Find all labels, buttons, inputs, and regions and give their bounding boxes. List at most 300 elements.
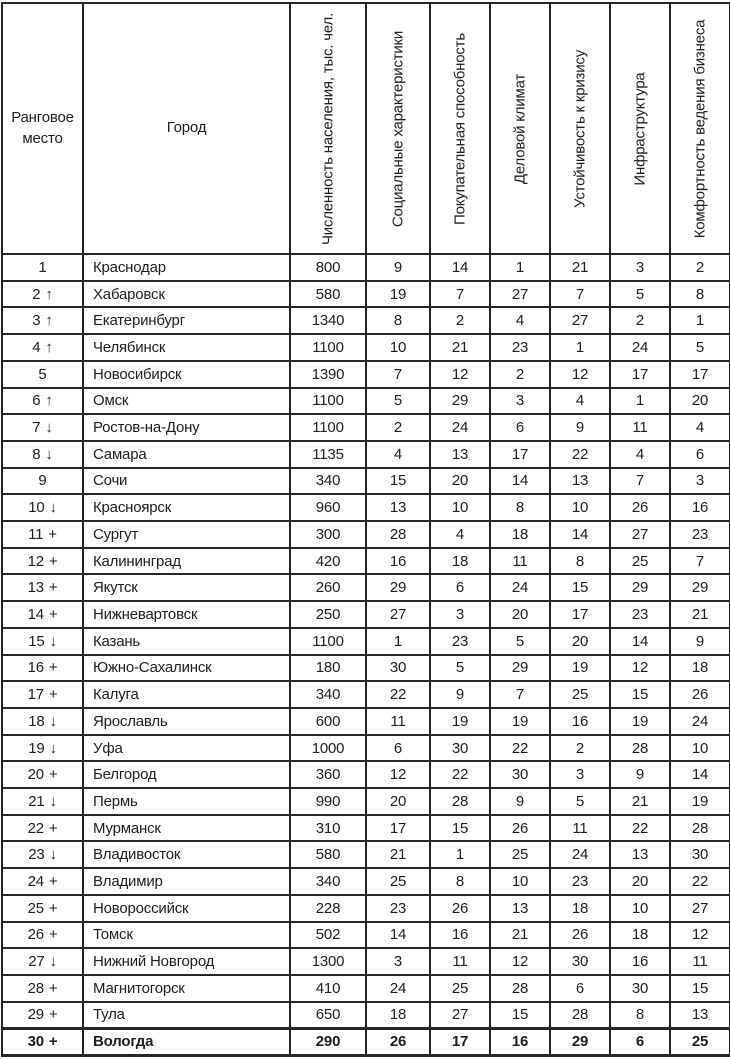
rank-value: 2 [32,285,41,303]
infrastructure-score-cell: 29 [610,574,670,601]
rank-cell [2,895,83,922]
city-cell: Пермь [83,788,290,815]
business-climate-score-cell: 13 [490,895,550,922]
purchasing-score-cell: 13 [430,441,490,468]
business-comfort-score-cell: 11 [670,948,730,975]
city-cell: Якутск [83,574,290,601]
rank-cell [2,868,83,895]
purchasing-score-cell: 28 [430,788,490,815]
crisis-resilience-score-cell: 9 [550,414,610,441]
infrastructure-score-cell: 13 [610,841,670,868]
business-comfort-score-cell: 10 [670,735,730,762]
table-row [2,521,730,548]
purchasing-score-cell: 14 [430,254,490,281]
infrastructure-score-cell: 21 [610,788,670,815]
rank-cell [2,307,83,334]
city-cell: Самара [83,441,290,468]
business-comfort-score-cell: 20 [670,388,730,415]
business-comfort-score-cell: 25 [670,1028,730,1055]
purchasing-score-cell: 6 [430,574,490,601]
purchasing-score-cell: 16 [430,922,490,949]
population-cell: 250 [290,601,366,628]
business-climate-score-cell: 12 [490,948,550,975]
business-climate-score-cell: 10 [490,868,550,895]
trend-marker: ↓ [49,712,57,730]
business-comfort-score-cell: 8 [670,281,730,308]
infrastructure-score-cell: 26 [610,494,670,521]
business-climate-score-cell: 14 [490,468,550,495]
purchasing-score-cell: 24 [430,414,490,441]
purchasing-score-cell: 9 [430,681,490,708]
city-cell: Екатеринбург [83,307,290,334]
trend-marker: ↓ [49,739,57,757]
population-cell: 360 [290,761,366,788]
rank-cell [2,468,83,495]
trend-marker: ↑ [45,285,53,303]
rank-value: 26 [27,926,44,944]
trend-marker: ↑ [45,392,53,410]
trend-marker: + [48,899,58,917]
city-cell: Новороссийск [83,895,290,922]
city-cell: Томск [83,922,290,949]
trend-marker: + [48,1033,58,1051]
business-comfort-score-cell: 28 [670,815,730,842]
infrastructure-score-cell: 30 [610,975,670,1002]
city-cell: Хабаровск [83,281,290,308]
business-climate-score-cell: 8 [490,494,550,521]
col-header-infrastructure-label: Инфраструктура [631,71,649,186]
business-climate-score-cell: 15 [490,1002,550,1029]
business-climate-score-cell: 11 [490,548,550,575]
table-row [2,922,730,949]
city-cell: Владивосток [83,841,290,868]
business-climate-score-cell: 28 [490,975,550,1002]
trend-marker: ↓ [45,445,53,463]
rank-value: 18 [28,712,45,730]
infrastructure-score-cell: 12 [610,655,670,682]
crisis-resilience-score-cell: 10 [550,494,610,521]
trend-marker: ↑ [45,312,53,330]
crisis-resilience-score-cell: 7 [550,281,610,308]
crisis-resilience-score-cell: 29 [550,1028,610,1055]
table-row [2,361,730,388]
population-cell: 228 [290,895,366,922]
table-row [2,761,730,788]
table-row [2,681,730,708]
col-header-social [366,3,430,254]
city-cell: Южно-Сахалинск [83,655,290,682]
crisis-resilience-score-cell: 26 [550,922,610,949]
city-cell: Магнитогорск [83,975,290,1002]
social-score-cell: 6 [366,735,430,762]
business-comfort-score-cell: 29 [670,574,730,601]
social-score-cell: 22 [366,681,430,708]
trend-marker: + [48,979,58,997]
population-cell: 990 [290,788,366,815]
rank-value: 8 [32,445,41,463]
business-comfort-score-cell: 16 [670,494,730,521]
trend-marker: + [48,552,58,570]
table-row [2,307,730,334]
rank-cell [2,788,83,815]
business-comfort-score-cell: 27 [670,895,730,922]
rank-value: 30 [27,1033,44,1051]
infrastructure-score-cell: 20 [610,868,670,895]
business-comfort-score-cell: 3 [670,468,730,495]
city-ranking-table [1,2,730,1057]
table-header [2,3,730,254]
city-cell: Сургут [83,521,290,548]
population-cell: 410 [290,975,366,1002]
purchasing-score-cell: 2 [430,307,490,334]
crisis-resilience-score-cell: 23 [550,868,610,895]
business-comfort-score-cell: 4 [670,414,730,441]
table-row [2,975,730,1002]
col-header-rank: Ранговое место [2,3,83,254]
business-climate-score-cell: 25 [490,841,550,868]
social-score-cell: 30 [366,655,430,682]
social-score-cell: 21 [366,841,430,868]
city-cell: Казань [83,628,290,655]
table-row [2,628,730,655]
social-score-cell: 18 [366,1002,430,1029]
crisis-resilience-score-cell: 27 [550,307,610,334]
trend-marker: ↑ [45,338,53,356]
population-cell: 420 [290,548,366,575]
business-comfort-score-cell: 24 [670,708,730,735]
table-row [2,494,730,521]
business-climate-score-cell: 9 [490,788,550,815]
rank-cell [2,761,83,788]
col-header-population [290,3,366,254]
business-climate-score-cell: 3 [490,388,550,415]
infrastructure-score-cell: 7 [610,468,670,495]
purchasing-score-cell: 15 [430,815,490,842]
table-row [2,1002,730,1029]
city-cell: Тула [83,1002,290,1029]
table-row [2,441,730,468]
crisis-resilience-score-cell: 18 [550,895,610,922]
rank-value: 1 [38,258,47,276]
population-cell: 1390 [290,361,366,388]
purchasing-score-cell: 4 [430,521,490,548]
rank-value: 22 [27,819,44,837]
rank-cell [2,361,83,388]
business-comfort-score-cell: 15 [670,975,730,1002]
infrastructure-score-cell: 10 [610,895,670,922]
business-climate-score-cell: 23 [490,334,550,361]
social-score-cell: 25 [366,868,430,895]
business-comfort-score-cell: 9 [670,628,730,655]
purchasing-score-cell: 7 [430,281,490,308]
infrastructure-score-cell: 28 [610,735,670,762]
purchasing-score-cell: 22 [430,761,490,788]
crisis-resilience-score-cell: 19 [550,655,610,682]
rank-value: 7 [32,419,41,437]
rank-cell [2,815,83,842]
social-score-cell: 11 [366,708,430,735]
rank-value: 4 [32,338,41,356]
infrastructure-score-cell: 18 [610,922,670,949]
crisis-resilience-score-cell: 11 [550,815,610,842]
business-comfort-score-cell: 19 [670,788,730,815]
rank-cell [2,601,83,628]
rank-cell [2,1002,83,1029]
social-score-cell: 9 [366,254,430,281]
city-cell: Мурманск [83,815,290,842]
social-score-cell: 4 [366,441,430,468]
business-comfort-score-cell: 23 [670,521,730,548]
business-comfort-score-cell: 1 [670,307,730,334]
business-climate-score-cell: 1 [490,254,550,281]
population-cell: 1340 [290,307,366,334]
social-score-cell: 27 [366,601,430,628]
city-cell: Челябинск [83,334,290,361]
rank-value: 10 [28,499,45,517]
city-cell: Уфа [83,735,290,762]
business-climate-score-cell: 29 [490,655,550,682]
table-row [2,254,730,281]
social-score-cell: 20 [366,788,430,815]
infrastructure-score-cell: 1 [610,388,670,415]
purchasing-score-cell: 8 [430,868,490,895]
business-climate-score-cell: 5 [490,628,550,655]
infrastructure-score-cell: 8 [610,1002,670,1029]
trend-marker: ↓ [49,846,57,864]
population-cell: 310 [290,815,366,842]
business-climate-score-cell: 7 [490,681,550,708]
city-cell: Вологда [83,1028,290,1055]
trend-marker: + [48,605,58,623]
social-score-cell: 23 [366,895,430,922]
rank-value: 20 [27,766,44,784]
table-row [2,548,730,575]
col-header-business-climate-label: Деловой климат [511,73,529,184]
rank-value: 6 [32,392,41,410]
infrastructure-score-cell: 14 [610,628,670,655]
business-climate-score-cell: 27 [490,281,550,308]
business-climate-score-cell: 2 [490,361,550,388]
infrastructure-score-cell: 2 [610,307,670,334]
population-cell: 502 [290,922,366,949]
business-comfort-score-cell: 22 [670,868,730,895]
rank-cell [2,521,83,548]
trend-marker: ↓ [45,419,53,437]
social-score-cell: 15 [366,468,430,495]
table-row [2,895,730,922]
rank-value: 16 [27,659,44,677]
business-climate-score-cell: 16 [490,1028,550,1055]
infrastructure-score-cell: 11 [610,414,670,441]
social-score-cell: 2 [366,414,430,441]
purchasing-score-cell: 25 [430,975,490,1002]
city-cell: Новосибирск [83,361,290,388]
purchasing-score-cell: 18 [430,548,490,575]
crisis-resilience-score-cell: 16 [550,708,610,735]
city-cell: Калининград [83,548,290,575]
social-score-cell: 7 [366,361,430,388]
rank-cell [2,681,83,708]
business-climate-score-cell: 4 [490,307,550,334]
city-cell: Краснодар [83,254,290,281]
crisis-resilience-score-cell: 25 [550,681,610,708]
rank-cell [2,655,83,682]
infrastructure-score-cell: 6 [610,1028,670,1055]
business-comfort-score-cell: 30 [670,841,730,868]
trend-marker: + [48,686,58,704]
business-climate-score-cell: 22 [490,735,550,762]
table-row [2,281,730,308]
trend-marker: + [48,659,58,677]
business-climate-score-cell: 6 [490,414,550,441]
social-score-cell: 24 [366,975,430,1002]
population-cell: 300 [290,521,366,548]
city-cell: Красноярск [83,494,290,521]
table-row [2,414,730,441]
rank-value: 21 [28,792,45,810]
social-score-cell: 26 [366,1028,430,1055]
crisis-resilience-score-cell: 3 [550,761,610,788]
purchasing-score-cell: 26 [430,895,490,922]
table-row [2,868,730,895]
city-cell: Омск [83,388,290,415]
business-climate-score-cell: 20 [490,601,550,628]
social-score-cell: 1 [366,628,430,655]
social-score-cell: 29 [366,574,430,601]
col-header-business-comfort [670,3,730,254]
crisis-resilience-score-cell: 24 [550,841,610,868]
crisis-resilience-score-cell: 17 [550,601,610,628]
rank-value: 24 [27,873,44,891]
infrastructure-score-cell: 25 [610,548,670,575]
social-score-cell: 17 [366,815,430,842]
rank-cell [2,548,83,575]
trend-marker: + [48,873,58,891]
table-row [2,574,730,601]
col-header-purchasing [430,3,490,254]
crisis-resilience-score-cell: 2 [550,735,610,762]
purchasing-score-cell: 19 [430,708,490,735]
purchasing-score-cell: 12 [430,361,490,388]
population-cell: 180 [290,655,366,682]
crisis-resilience-score-cell: 4 [550,388,610,415]
crisis-resilience-score-cell: 14 [550,521,610,548]
business-comfort-score-cell: 14 [670,761,730,788]
business-comfort-score-cell: 7 [670,548,730,575]
city-cell: Нижний Новгород [83,948,290,975]
purchasing-score-cell: 1 [430,841,490,868]
social-score-cell: 3 [366,948,430,975]
infrastructure-score-cell: 5 [610,281,670,308]
infrastructure-score-cell: 24 [610,334,670,361]
social-score-cell: 8 [366,307,430,334]
crisis-resilience-score-cell: 21 [550,254,610,281]
population-cell: 1100 [290,414,366,441]
rank-value: 27 [28,953,45,971]
col-header-business-comfort-label: Комфортность ведения бизнеса [691,19,709,238]
population-cell: 260 [290,574,366,601]
col-header-social-label: Социальные характеристики [389,30,407,227]
trend-marker: + [48,819,58,837]
population-cell: 600 [290,708,366,735]
business-climate-score-cell: 30 [490,761,550,788]
col-header-city: Город [83,3,290,254]
population-cell: 800 [290,254,366,281]
col-header-crisis-resilience [550,3,610,254]
business-climate-score-cell: 17 [490,441,550,468]
rank-value: 11 [28,525,44,543]
city-cell: Ярославль [83,708,290,735]
business-comfort-score-cell: 5 [670,334,730,361]
city-cell: Белгород [83,761,290,788]
infrastructure-score-cell: 9 [610,761,670,788]
city-cell: Нижневартовск [83,601,290,628]
rank-cell [2,281,83,308]
col-header-crisis-resilience-label: Устойчивость к кризису [571,49,589,208]
purchasing-score-cell: 29 [430,388,490,415]
rank-cell [2,975,83,1002]
trend-marker: + [48,579,58,597]
rank-cell [2,414,83,441]
rank-value: 19 [28,739,45,757]
table-row [2,735,730,762]
crisis-resilience-score-cell: 15 [550,574,610,601]
social-score-cell: 5 [366,388,430,415]
rank-value: 17 [27,686,44,704]
rank-value: 28 [27,979,44,997]
rank-cell [2,254,83,281]
rank-value: 5 [38,365,47,383]
purchasing-score-cell: 20 [430,468,490,495]
social-score-cell: 28 [366,521,430,548]
infrastructure-score-cell: 23 [610,601,670,628]
population-cell: 1300 [290,948,366,975]
business-comfort-score-cell: 6 [670,441,730,468]
trend-marker: + [48,926,58,944]
table-row [2,948,730,975]
population-cell: 1000 [290,735,366,762]
city-cell: Владимир [83,868,290,895]
rank-value: 15 [28,632,45,650]
trend-marker: ↓ [49,953,57,971]
infrastructure-score-cell: 15 [610,681,670,708]
rank-value: 13 [27,579,44,597]
rank-cell [2,708,83,735]
table-row [2,655,730,682]
table-row [2,815,730,842]
rank-value: 12 [27,552,44,570]
social-score-cell: 13 [366,494,430,521]
purchasing-score-cell: 5 [430,655,490,682]
business-comfort-score-cell: 13 [670,1002,730,1029]
rank-cell [2,841,83,868]
trend-marker: ↓ [49,499,57,517]
population-cell: 1100 [290,628,366,655]
business-climate-score-cell: 21 [490,922,550,949]
rank-value: 9 [38,472,47,490]
col-header-infrastructure [610,3,670,254]
social-score-cell: 14 [366,922,430,949]
crisis-resilience-score-cell: 5 [550,788,610,815]
rank-cell [2,574,83,601]
table-row [2,388,730,415]
col-header-business-climate [490,3,550,254]
header-row [2,3,730,254]
infrastructure-score-cell: 19 [610,708,670,735]
trend-marker: ↓ [49,632,57,650]
trend-marker: + [48,766,58,784]
purchasing-score-cell: 11 [430,948,490,975]
